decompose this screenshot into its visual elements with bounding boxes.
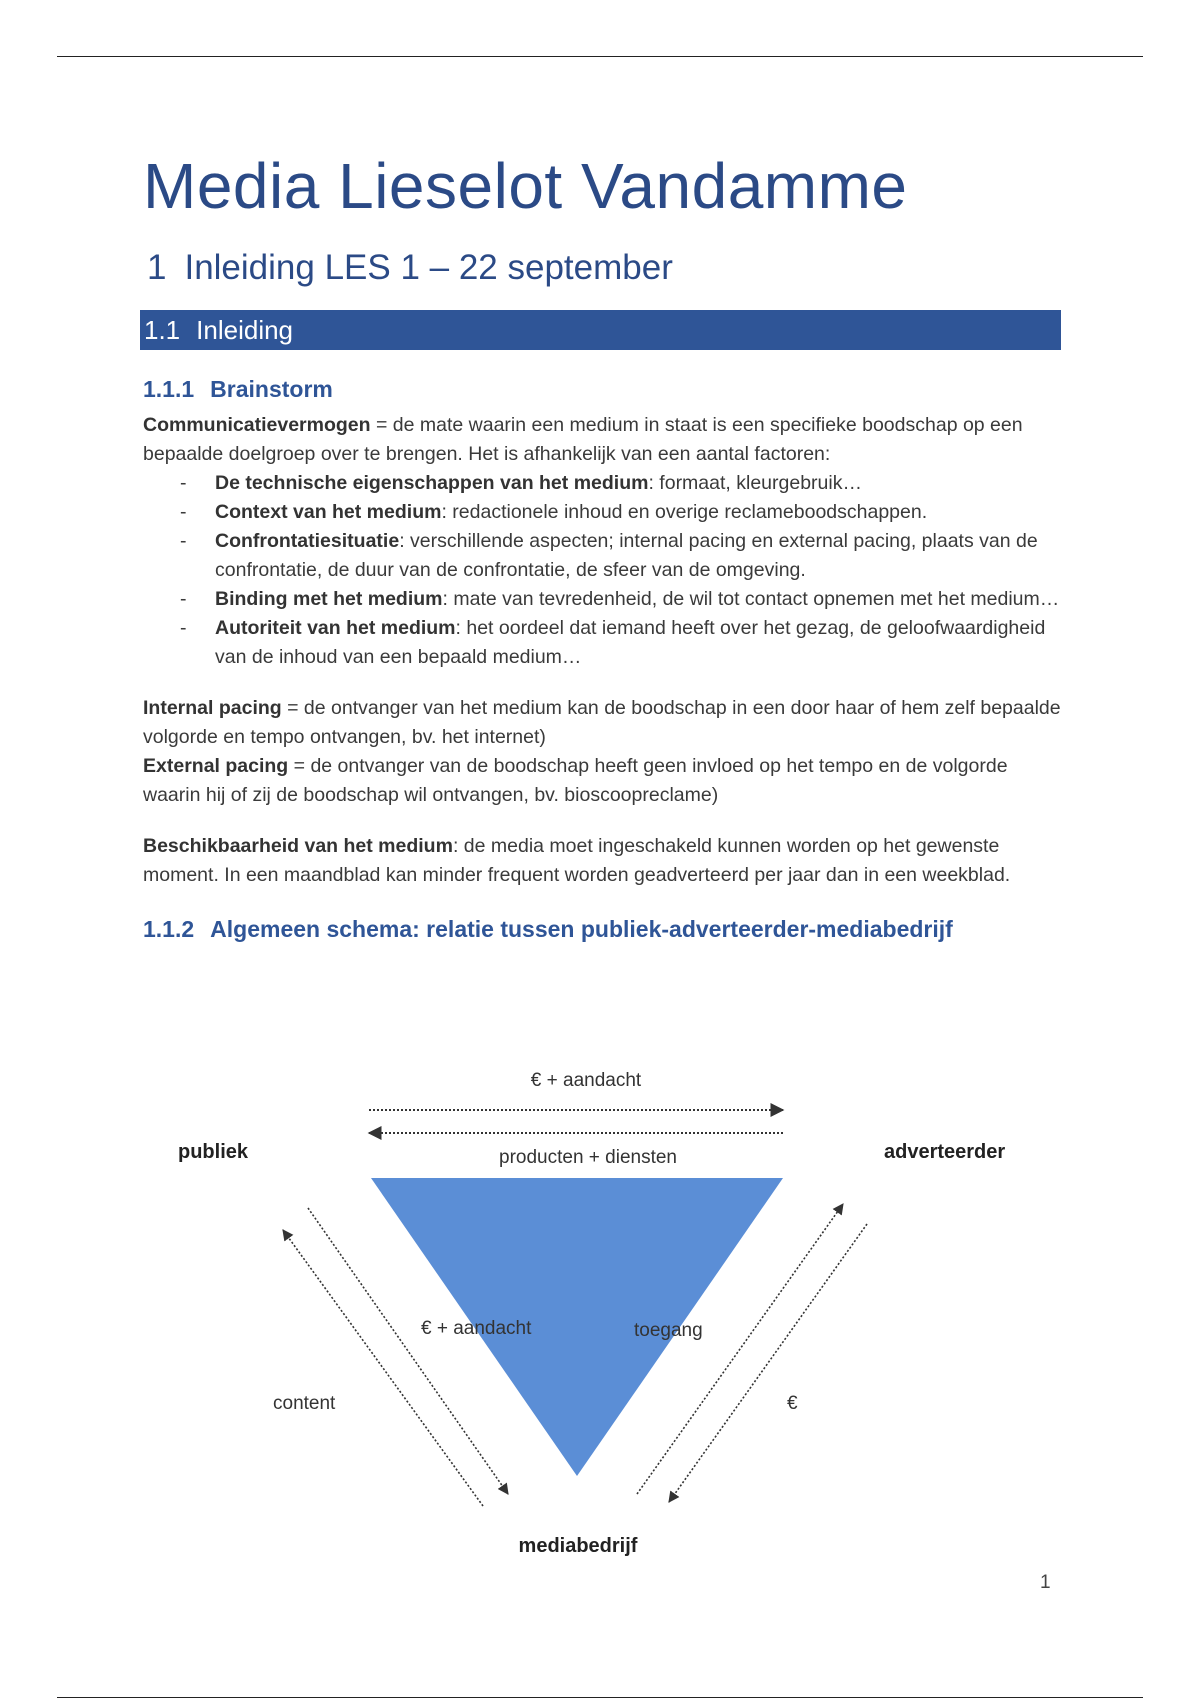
- bottom-rule: [57, 1697, 1143, 1698]
- term: External pacing: [143, 755, 289, 778]
- top-arrow-label: € + aandacht: [530, 1070, 642, 1091]
- schema-heading-number: 1.1.2: [143, 916, 195, 943]
- list-item: [180, 527, 1063, 585]
- definition: : formaat, kleurgebruik…: [648, 472, 862, 495]
- list-item: [180, 498, 1063, 527]
- list-item: [180, 585, 1063, 614]
- definition: : mate van tevredenheid, de wil tot contact opnemen met het medium…: [442, 588, 1060, 611]
- schema-heading-label: Algemeen schema: relatie tussen publiek-adverteerder-mediabedrijf: [210, 916, 953, 943]
- chapter-label: Inleiding LES 1 – 22 september: [184, 247, 673, 287]
- bottom-arrow-label: producten + diensten: [499, 1147, 677, 1168]
- brainstorm-heading: [143, 376, 1063, 403]
- chapter-heading: [147, 245, 1063, 291]
- section-label: Inleiding: [196, 315, 294, 346]
- factor-list: [143, 469, 1063, 672]
- chapter-number: 1: [147, 247, 167, 287]
- term: Context van het medium: [215, 501, 442, 524]
- brainstorm-heading-label: Brainstorm: [210, 376, 333, 403]
- page-number: 1: [1040, 1572, 1051, 1593]
- node-mediabedrijf: mediabedrijf: [518, 1535, 638, 1557]
- availability-paragraph: [143, 832, 1063, 890]
- brainstorm-heading-number: 1.1.1: [143, 376, 195, 403]
- definition: = de mate waarin een medium in staat is een specifieke boodschap op een bepaalde doelgroep over te brengen. Het is afhankelijk van een aantal factoren:: [143, 414, 1023, 466]
- term: De technische eigenschappen van het medium: [215, 472, 649, 495]
- term: Beschikbaarheid van het medium: [143, 835, 453, 858]
- definition: : redactionele inhoud en overige reclameboodschappen.: [441, 501, 928, 524]
- term: Autoriteit van het medium: [215, 617, 456, 640]
- node-adverteerder: adverteerder: [884, 1141, 1006, 1163]
- list-item: [180, 614, 1063, 672]
- definition: = de ontvanger van het medium kan de boodschap in een door haar of hem zelf bepaalde volgorde en tempo ontvangen, bv. het internet): [143, 697, 1061, 749]
- definition: : het oordeel dat iemand heeft over het gezag, de geloofwaardigheid van de inhoud van een bepaald medium…: [215, 617, 1046, 669]
- node-publiek: publiek: [178, 1141, 249, 1163]
- right-outer-label: €: [787, 1393, 798, 1414]
- top-rule: [57, 56, 1143, 57]
- term: Communicatievermogen: [143, 414, 371, 437]
- communicatievermogen-paragraph: [143, 411, 1063, 469]
- section-number: 1.1: [144, 315, 181, 346]
- external-pacing-paragraph: [143, 752, 1063, 810]
- internal-pacing-paragraph: [143, 694, 1063, 752]
- relationship-diagram: [143, 1062, 1023, 1562]
- right-inner-label: toegang: [634, 1320, 703, 1341]
- term: Internal pacing: [143, 697, 282, 720]
- diagram-svg: [143, 1062, 1023, 1562]
- definition: : verschillende aspecten; internal pacing en external pacing, plaats van de confrontatie, de duur van de confrontatie, de sfeer van de omgeving.: [215, 530, 1038, 582]
- term: Confrontatiesituatie: [215, 530, 400, 553]
- left-outer-label: content: [273, 1393, 336, 1414]
- left-inner-label: € + aandacht: [421, 1318, 532, 1339]
- term: Binding met het medium: [215, 588, 443, 611]
- section-heading-bar: [140, 310, 1061, 350]
- list-item: [180, 469, 1063, 498]
- schema-heading: [143, 916, 1063, 943]
- definition: = de ontvanger van de boodschap heeft geen invloed op het tempo en de volgorde waarin hij of zij de boodschap wil ontvangen, bv. bioscoopreclame): [143, 755, 1008, 807]
- document-body: [143, 148, 1063, 951]
- document-title: Media Lieselot Vandamme: [143, 150, 908, 222]
- definition: : de media moet ingeschakeld kunnen worden op het gewenste moment. In een maandblad kan minder frequent worden geadverteerd per jaar dan in een weekblad.: [143, 835, 1011, 887]
